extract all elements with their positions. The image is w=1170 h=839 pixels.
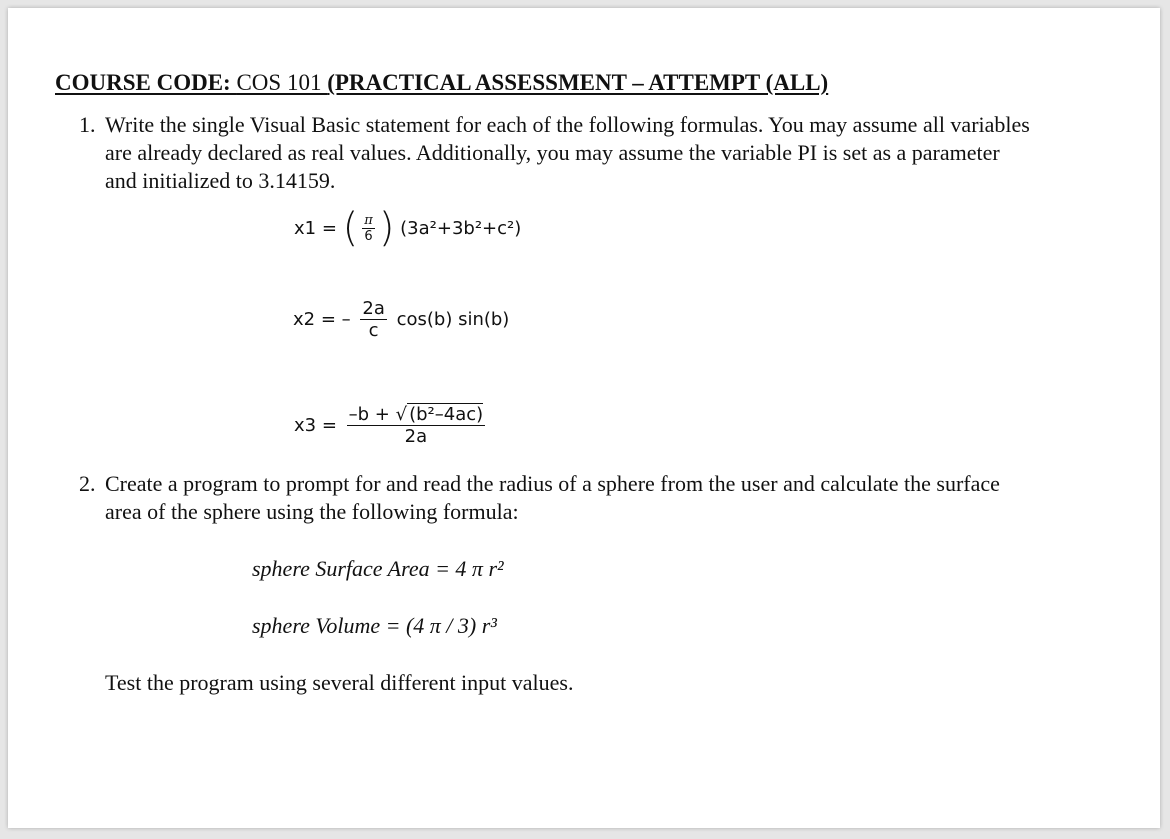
formula-x3-num-pre: –b + [348, 404, 396, 425]
footer-instruction: Test the program using several different input values. [105, 670, 574, 695]
heading-course-id: COS 101 [236, 70, 328, 95]
formula-surface-area: sphere Surface Area = 4 π r² [252, 556, 504, 581]
document-page [8, 8, 1160, 828]
sqrt-sign: √ [395, 404, 408, 425]
heading-title: (PRACTICAL ASSESSMENT – ATTEMPT (ALL) [327, 70, 829, 95]
page-heading [55, 70, 828, 96]
formula-x1-label: x1 = [294, 217, 337, 239]
question-2-text: Create a program to prompt for and read the radius of a sphere from the user and calculate the surface area of the sphere using the following formula: [105, 471, 1000, 524]
formula-x2 [293, 298, 509, 341]
heading-course-code: COURSE CODE: [55, 70, 237, 95]
formula-x2-denominator: c [360, 319, 386, 341]
formula-x3 [294, 403, 489, 447]
right-paren: ) [378, 205, 395, 251]
formula-x2-fraction [360, 298, 386, 341]
formula-x2-numerator: 2a [362, 298, 385, 319]
formula-x2-label: x2 = – [293, 309, 351, 330]
question-1-text: Write the single Visual Basic statement for each of the following formulas. You may assume all variables are already declared as real values. Additionally, you may assume the variable PI is set as a parameter and initialized to 3.14159. [105, 112, 1030, 193]
question-2-number: 2. [79, 471, 96, 496]
formula-x1 [294, 205, 522, 251]
formula-x3-fraction [347, 403, 486, 447]
formula-x1-fraction [362, 213, 375, 244]
formula-x3-label: x3 = [294, 414, 337, 436]
question-1-number: 1. [79, 112, 96, 137]
formula-x1-numerator: π [364, 212, 373, 228]
formula-x1-rest: (3a²+3b²+c²) [400, 217, 522, 239]
formula-x2-rest: cos(b) sin(b) [396, 309, 510, 330]
formula-x3-numerator [347, 403, 486, 425]
formula-x3-denominator: 2a [347, 425, 486, 447]
formula-volume: sphere Volume = (4 π / 3) r³ [252, 613, 497, 638]
formula-x1-denominator: 6 [362, 228, 375, 244]
left-paren: ( [342, 205, 359, 251]
formula-x3-sqrt-body: (b²–4ac) [409, 404, 484, 425]
